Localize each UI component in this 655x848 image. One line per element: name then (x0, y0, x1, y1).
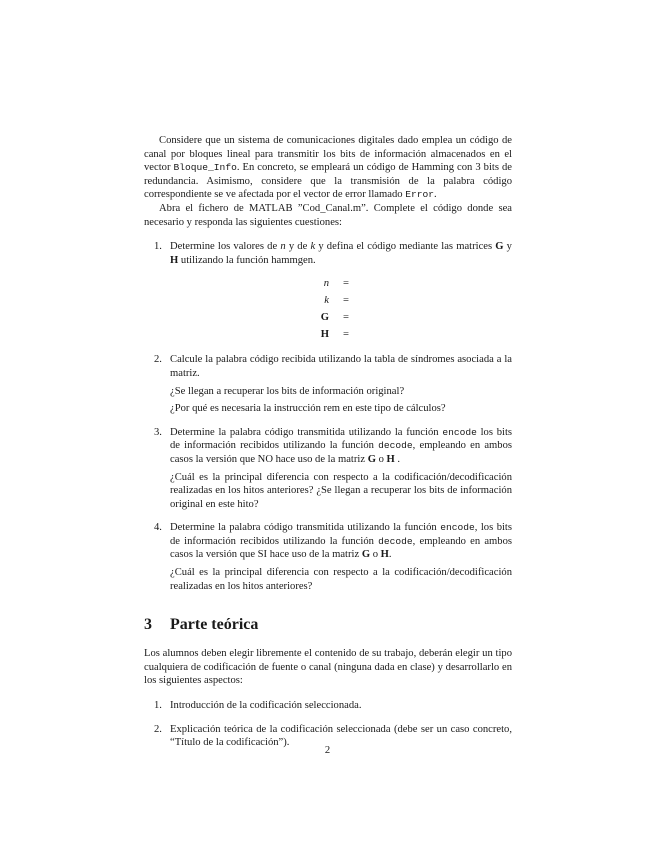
item-number: 3. (154, 426, 162, 438)
equation-block (144, 275, 512, 343)
equation-row: n = (323, 278, 349, 290)
document-body (144, 134, 512, 750)
item-text: Calcule la palabra código recibida utilizando la tabla de síndromes asociada a la matriz. (170, 354, 512, 379)
item-text: Introducción de la codificación seleccionada. (170, 700, 362, 712)
equation-row: G = (320, 312, 349, 324)
intro-paragraph-1: Considere que un sistema de comunicaciones digitales dado emplea un código de canal por bloques lineal para transmitir los bits de información almacenados en el vector Bloque_Info. En concreto, se empleará un código de Hamming con 3 bits de redundancia. Asimismo, considere que la transmisión de la palabra código correspondiente se ve afectada por el vector de error llamado Error. (144, 135, 512, 201)
item-text: Explicación teórica de la codificación seleccionada (debe ser un caso concreto, “Título de la codificación”). (170, 723, 512, 749)
section-number: 3 (144, 616, 152, 634)
section-heading (144, 615, 512, 635)
intro-paragraph-2: Abra el fichero de MATLAB ”Cod_Canal.m”. Complete el código donde sea necesario y responda las siguientes cuestiones: (144, 202, 512, 228)
section-intro: Los alumnos deben elegir libremente el contenido de su trabajo, deberán elegir un tipo cualquiera de codificación de fuente o canal (ninguna dada en clase) y desarrollarlo en los siguientes aspectos: (144, 648, 512, 687)
section-list (144, 699, 512, 750)
equation-row: H = (320, 329, 349, 341)
item-number: 2. (154, 723, 162, 735)
question-list (144, 240, 512, 267)
item-question: ¿Por qué es necesaria la instrucción rem en este tipo de cálculos? (170, 403, 446, 415)
list-item (144, 240, 512, 267)
error-code: Error (405, 189, 434, 201)
item-question: ¿Cuál es la principal diferencia con respecto a la codificación/decodificación realizadas en los hitos anteriores? (170, 567, 512, 592)
item-number: 4. (154, 522, 162, 534)
item-number: 1. (154, 241, 162, 253)
list-item (144, 699, 512, 713)
item-question: ¿Se llegan a recuperar los bits de información original? (170, 385, 405, 397)
list-item (144, 521, 512, 593)
list-item (144, 426, 512, 512)
item-text: Determine los valores de n y de k y defina el código mediante las matrices G y H utilizando la función hammgen. (170, 241, 512, 266)
item-question: ¿Cuál es la principal diferencia con respecto a la codificación/decodificación realizadas en los hitos anteriores? ¿Se llegan a recuperar los bits de información original en este hito? (170, 471, 512, 510)
question-list-continued (144, 353, 512, 593)
item-number: 1. (154, 700, 162, 712)
item-text: Determine la palabra código transmitida utilizando la función encode, los bits de información recibidos utilizando la función decode, empleando en ambos casos la versión que SI hace uso de la matriz G o H. (170, 522, 512, 561)
list-item (144, 353, 512, 415)
item-number: 2. (154, 354, 162, 366)
section-title: Parte teórica (170, 616, 259, 634)
item-text: Determine la palabra código transmitida utilizando la función encode los bits de información recibidos utilizando la función decode, empleando en ambos casos la versión que NO hace uso de la matriz G o H . (170, 426, 513, 465)
page-number: 2 (324, 745, 331, 756)
equation-row: k = (324, 295, 349, 307)
bloque-info-code: Bloque_Info (173, 162, 237, 174)
